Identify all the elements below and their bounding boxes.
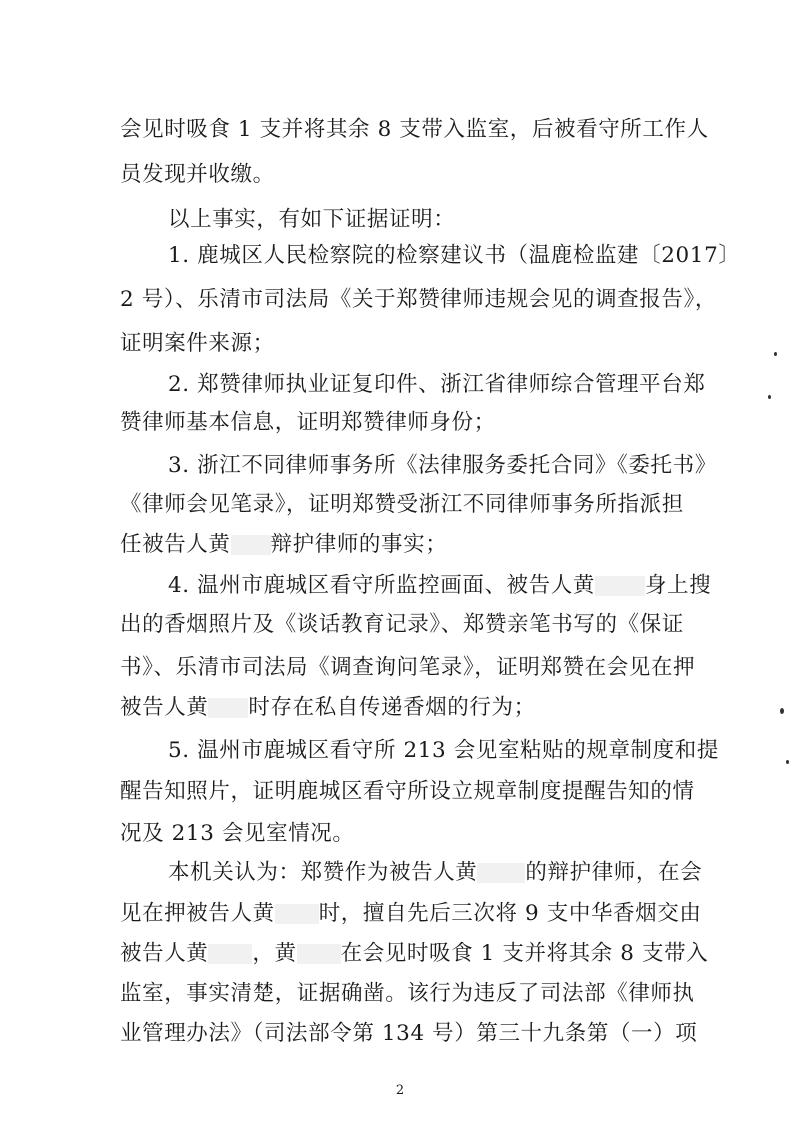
text-segment: 被告人黄 [120,695,209,720]
redaction [208,944,252,964]
text-segment: 本机关认为：郑赞作为被告人黄 [168,860,478,885]
redaction [275,904,319,924]
redaction [231,535,271,555]
body-line: 出的香烟照片及《谈话教育记录》、郑赞亲笔书写的《保证 [120,612,684,637]
body-line: 况及 213 会见室情况。 [120,821,355,846]
body-line: 以上事实，有如下证据证明： [168,207,456,232]
evidence-item-1: 1. 鹿城区人民检察院的检察建议书（温鹿检监建〔2017〕 [168,243,741,268]
body-line: 《律师会见笔录》，证明郑赞受浙江不同律师事务所指派担 [120,492,684,517]
body-line [120,943,708,965]
body-line: 业管理办法》（司法部令第 134 号）第三十九条第（一）项 [120,1021,698,1046]
body-line: 书》、乐清市司法局《调查询问笔录》，证明郑赞在会见在押 [120,655,696,680]
scan-speck [774,352,777,356]
text-segment: 任被告人黄 [120,532,231,557]
text-segment: 辩护律师的事实； [270,532,448,557]
text-segment: 的辩护律师，在会 [525,860,703,885]
scan-speck [768,395,771,399]
body-line: 员发现并收缴。 [120,162,275,187]
text-segment: ，黄 [252,941,297,966]
redaction [595,576,645,596]
evidence-item-4 [168,575,711,597]
body-line: 证明案件来源； [120,331,275,356]
scan-speck [780,708,784,714]
evidence-item-3: 3. 浙江不同律师事务所《法律服务委托合同》《委托书》 [168,453,717,478]
body-line: 醒告知照片，证明鹿城区看守所设立规章制度提醒告知的情 [120,779,695,804]
body-line [120,697,536,719]
text-segment: 时存在私自传递香烟的行为； [248,695,536,720]
text-segment: 身上搜 [644,573,712,598]
body-line [120,534,447,556]
body-line: 监室，事实清楚，证据确凿。该行为违反了司法部《律师执 [120,981,695,1006]
body-line [120,903,701,925]
page-number: 2 [395,1083,405,1098]
redaction [297,944,341,964]
scan-speck [786,760,789,764]
text-segment: 时，擅自先后三次将 9 支中华香烟交由 [318,901,702,926]
evidence-item-2: 2. 郑赞律师执业证复印件、浙江省律师综合管理平台郑 [168,372,706,397]
redaction [477,863,525,883]
conclusion-line [168,862,702,884]
body-line: 2 号）、乐清市司法局《关于郑赞律师违规会见的调查报告》， [120,287,717,312]
body-line: 赞律师基本信息，证明郑赞律师身份； [120,410,496,435]
text-segment: 4. 温州市鹿城区看守所监控画面、被告人黄 [168,573,595,598]
redaction [208,698,248,718]
body-line: 会见时吸食 1 支并将其余 8 支带入监室，后被看守所工作人 [120,117,709,142]
evidence-item-5: 5. 温州市鹿城区看守所 213 会见室粘贴的规章制度和提 [168,738,719,763]
text-segment: 在会见时吸食 1 支并将其余 8 支带入 [340,941,709,966]
text-segment: 被告人黄 [120,941,209,966]
text-segment: 见在押被告人黄 [120,901,275,926]
